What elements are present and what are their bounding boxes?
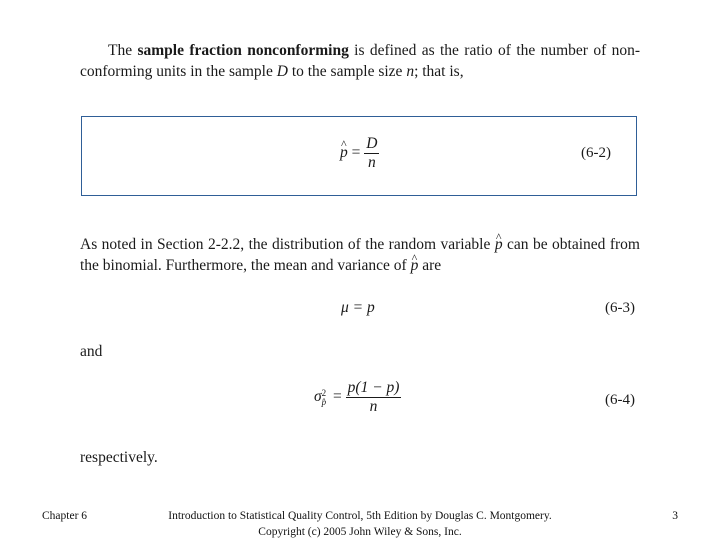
- var-D: D: [276, 63, 288, 80]
- footer-citation: [130, 508, 590, 540]
- denominator: n: [367, 154, 376, 171]
- equals-sign: =: [351, 144, 361, 162]
- intro-text-b: to the sample size: [287, 63, 407, 80]
- sigma-symbol: σ: [314, 388, 322, 406]
- equals-sign-2: =: [333, 388, 342, 406]
- p-hat-inline: ^ p: [495, 234, 503, 255]
- sigma-superscript: 2: [321, 387, 327, 398]
- para2-text-a: As noted in Section 2-2.2, the distribution of the random variable: [80, 236, 495, 253]
- p-hat-inline-2: ^ p: [411, 255, 419, 276]
- equation-number-6-2: (6-2): [581, 145, 611, 161]
- p-hat: ^ p: [340, 144, 348, 162]
- footer-citation-line1: Introduction to Statistical Quality Control, 5th Edition by Douglas C. Montgomery.: [168, 510, 552, 522]
- equation-6-3: [341, 299, 375, 317]
- closing-text: respectively.: [80, 449, 158, 466]
- mean-rhs: = p: [352, 299, 375, 316]
- equation-6-4: [314, 379, 401, 416]
- numerator: D: [366, 135, 378, 152]
- variance-denominator: n: [369, 398, 378, 415]
- footer-citation-line2: Copyright (c) 2005 John Wiley & Sons, Inc.: [258, 526, 462, 538]
- page-number: 3: [672, 510, 678, 522]
- para2-text-c: are: [418, 257, 442, 274]
- intro-lead: The: [108, 42, 138, 59]
- equation-number-6-4: (6-4): [605, 392, 635, 408]
- equation-box-6-2: [81, 116, 637, 196]
- para2-text-b: can be obtained from the binomial. Furthermore, the mean and variance of: [80, 236, 640, 274]
- sigma-scripts: [322, 389, 327, 407]
- sigma-subscript: p̂: [321, 396, 327, 407]
- defined-term: sample fraction nonconforming: [137, 42, 349, 59]
- fraction-D-over-n: [364, 135, 379, 172]
- intro-text-a: is defined as the ratio of the number of non-conforming units in the sample: [80, 42, 640, 80]
- intro-paragraph: [80, 40, 640, 82]
- equation-number-6-3: (6-3): [605, 300, 635, 316]
- fraction-variance: [346, 379, 402, 416]
- and-text: and: [80, 343, 103, 360]
- paragraph-distribution: [80, 234, 640, 276]
- var-n: n: [406, 63, 415, 80]
- intro-text-c: ; that is,: [414, 63, 464, 80]
- variance-numerator: p(1 − p): [347, 379, 400, 396]
- footer-chapter: Chapter 6: [42, 510, 88, 522]
- mu-symbol: μ: [341, 299, 349, 316]
- equation-6-2: [340, 135, 379, 172]
